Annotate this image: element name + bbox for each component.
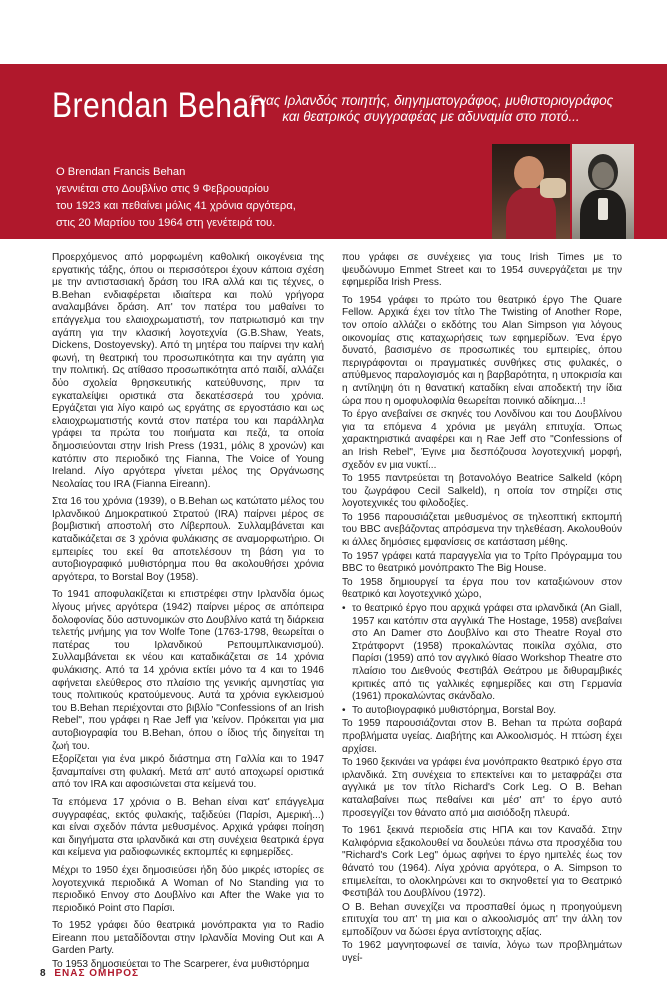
paragraph: Το 1957 γράφει κατά παραγγελία για το Τρίτο Πρόγραμμα του BBC το θεατρικό μονόπρακτο The Big House.: [342, 550, 622, 575]
paragraph: Το 1952 γράφει δύο θεατρικά μονόπρακτα για το Radio Eireann που μεταδίδονται στην Ιρλανδία Moving Out και A Garden Party.: [52, 920, 324, 957]
paragraph: Το 1959 παρουσιάζονται στον B. Behan τα πρώτα σοβαρά προβλήματα υγείας. Διαβήτης και Αλκοολισμός. Η πτώση έχει αρχίσει.: [342, 718, 622, 755]
article-subtitle: [236, 93, 626, 125]
behan-photo-bw: [572, 144, 634, 239]
paragraph: Το 1958 δημιουργεί τα έργα που τον καταξιώνουν στον θεατρικό και λογοτεχνικό χώρο,: [342, 576, 622, 601]
bio-line: του 1923 και πεθαίνει μόλις 41 χρόνια αργότερα,: [56, 200, 296, 212]
behan-photo-color: [492, 144, 570, 239]
paragraph: Το 1960 ξεκινάει να γράφει ένα μονόπρακτο θεατρικό έργο στα ιρλανδικά. Στη συνέχεια το επεκτείνει και το μεταφράζει στα αγγλικά με τον τίτλο Richard's Cork Leg. Ο B. Behan καταλαβαίνει πως πεθαίνει και μέσ' απ' το έργο αυτό προσεγγίζει τον θάνατο από μια αισιόδοξη πλευρά.: [342, 757, 622, 819]
paragraph: που γράφει σε συνέχειες για τους Irish Times με το ψευδώνυμο Emmet Street και το 1954 συνεργάζεται με την εφημερίδα Irish Press.: [342, 252, 622, 289]
paragraph: Το 1941 αποφυλακίζεται κι επιστρέφει στην Ιρλανδία όμως λίγους μήνες αργότερα (1942) παίρνει μέρος σε απόπειρα δολοφονίας δύο αστυνομικών στο Δουβλίνο κατά τη διάρκεια τελετής μνήμης για τον Wolfe Tone (1763-1798, θεωρείται ο πατέρας του Ιρλανδικού Ρεπουμπλικανισμού). Συλλαμβάνεται εκ νέου και καταδικάζεται σε 14 χρόνια φυλάκισης. Από τα 14 χρόνια εκτίει μόνο τα 4 και το 1946 αφήνεται ελεύθερος στο πλαίσιο της γενικής αμνηστίας για τους πολιτικούς κρατούμενους. Αυτά τα χρόνια εγκλεισμού του B.Behan περιέχονται στο βιβλίο "Confessions of an Irish Rebel", που γράφει η Rae Jeff για 'κείνον. Πρόκειται για μια αυτοβιογραφία του B.Behan, όπου ο ίδιος τής διηγείται τη ζωή του.: [52, 589, 324, 752]
bio-line: γεννιέται στο Δουβλίνο στις 9 Φεβρουαρίου: [56, 183, 270, 195]
paragraph: Προερχόμενος από μορφωμένη καθολική οικογένεια της εργατικής τάξης, όπου οι περισσότεροι έχουν κάποια σχέση με την αντιστασιακή δράση του IRA αλλά και τις τέχνες, ο B.Behan ενδιαφέρεται ιδιαίτερα και πολύ γρήγορα αναλαμβάνει δράση. Απ' τον πατέρα του μαθαίνει το επάγγελμα του ελαιοχρωματιστή, τον πατριωτισμό και την αγάπη για την κλασική λογοτεχνία (G.B.Shaw, Yeats, Dickens, Dostoyevsky). Από τη μητέρα του παίρνει την καλή φωνή, τη θεατρική του προσωπικότητα και την αγάπη για την πολιτική. Ως ατίθασο προσωπικότητα από παιδί, αλλάζει δύο σχολεία θρησκευτικής κατεύθυνσης, πριν τα εγκαταλείψει οριστικά στα δεκατέσσερά του χρόνια. Εργάζεται για λίγο καιρό ως εργάτης σε εργοστάσιο και ως ελαιοχρωματιστής κοντά στον πατέρα του και παράλληλα γράφει τα πρώτα του ποιήματα και πεζά, τα οποία δημοσιεύονται στην Irish Press (1931, μόλις 8 χρονών) και κατόπιν στο περιοδικό της Fianna, The Voice of Young Ireland. Λίγο αργότερα γίνεται μέλος της Οργάνωσης Νεολαίας του IRA (Fianna Eireann).: [52, 252, 324, 490]
magazine-name: ΕΝΑΣ ΟΜΗΡΟΣ: [54, 968, 140, 979]
paragraph: Το 1955 παντρεύεται τη βοτανολόγο Beatrice Salkeld (κόρη του ζωγράφου Cecil Salkeld), η οποία τον στηρίζει στις λογοτεχνικές του φιλοδοξίες.: [342, 473, 622, 510]
bullet-item: • το θεατρικό έργο που αρχικά γράφει στα ιρλανδικά (An Giall, 1957 και κατόπιν στα αγγλικά The Hostage, 1958) ανεβαίνει στο An Damer στο Δουβλίνο και στο Theatre Royal στο Στράτφορντ (1958) προκαλώντας ποικίλα σχόλια, στο Παρίσι (1959) από τον αγγλικό θίασο Workshop Theatre στο πλαίσιο του Διεθνούς Φεστιβάλ Θεάτρου με διθυραμβικές κριτικές από τις γαλλικές εφημερίδες και στη Γερμανία (1961) προκαλώντας σκάνδαλο.: [342, 603, 622, 704]
paragraph: Το έργο ανεβαίνει σε σκηνές του Λονδίνου και του Δουβλίνου για τα επόμενα 4 χρόνια με μεγάλη επιτυχία. Όπως χαρακτηριστικά αναφέρει και η Rae Jeff στο "Confessions of an Irish Rebel", Έγινε μια δεσπόζουσα λογοτεχνική μορφή, σχεδόν εν μια νυκτί...: [342, 409, 622, 471]
article-title: Brendan Behan: [52, 86, 267, 125]
paragraph: Στα 16 του χρόνια (1939), ο B.Behan ως κατώτατο μέλος του Ιρλανδικού Δημοκρατικού Στρατού (IRA) παίρνει μέρος σε βομβιστική αποστολή στο Λίβερπουλ. Συλλαμβάνεται και καταδικάζεται σε 3 χρόνια φυλάκισης σε αναμορφωτήριο. Οι εμπειρίες του εκεί θα αποτελέσουν τη βάση για το αυτοβιογραφικό μυθιστόρημα που θα ακολουθήσει χρόνια αργότερα, το Borstal Boy (1958).: [52, 496, 324, 583]
page-footer: [40, 968, 139, 979]
paragraph: Εξορίζεται για ένα μικρό διάστημα στη Γαλλία και το 1947 ξαναμπαίνει στη φυλακή. Μετά απ' αυτό αποχωρεί οριστικά από τον IRA και αφοσιώνεται στα κείμενά του.: [52, 754, 324, 791]
paragraph: Τα επόμενα 17 χρόνια ο B. Behan είναι κατ' επάγγελμα συγγραφέας, εκτός φυλακής, ταξιδεύει (Παρίσι, Αμερική...) και είναι σχεδόν πάντα μεθυσμένος. Αρχικά γράφει ποίηση και διηγήματα στα ιρλανδικά και στη συνέχεια θεατρικά έργα και κείμενα για ραδιοφωνικές εκπομπές κι εφημερίδες.: [52, 796, 324, 859]
bio-line: στις 20 Μαρτίου του 1964 στη γενέτειρά του.: [56, 217, 276, 229]
page-number: 8: [40, 968, 46, 979]
paragraph: Το 1962 μαγνητοφωνεί σε ταινία, λόγω των προβλημάτων υγεί-: [342, 940, 622, 965]
paragraph: Το 1956 παρουσιάζεται μεθυσμένος σε τηλεοπτική εκπομπή του BBC ανεβάζοντας απρόσμενα την τηλεθέαση. Ακολουθούν κι άλλες δημόσιες εμφανίσεις σε κατάσταση μέθης.: [342, 511, 622, 549]
paragraph: Μέχρι το 1950 έχει δημοσιεύσει ήδη δύο μικρές ιστορίες σε λογοτεχνικά περιοδικά A Woman of No Standing για το περιοδικό Envoy στο Δουβλίνο και After the Wake για το περιοδικό Point στο Παρίσι.: [52, 864, 324, 914]
paragraph: Το 1961 ξεκινά περιοδεία στις ΗΠΑ και τον Καναδά. Στην Καλιφόρνια εξακολουθεί να δουλεύει πάνω στα προσχέδια του "Richard's Cork Leg" όμως αφήνει το έργο ημιτελές έως τον θάνατό του (1964). Λίγα χρόνια αργότερα, ο A. Simpson το επιμελείται, το ολοκληρώνει και το σκηνοθετεί για το Θεατρικό Φεστιβάλ του Δουβλίνου (1972).: [342, 825, 622, 900]
bullet-item: • Το αυτοβιογραφικό μυθιστόρημα, Borstal Boy.: [342, 705, 622, 718]
subtitle-line-1: Ένας Ιρλανδός ποιητής, διηγηματογράφος, μυθιστοριογράφος: [248, 93, 614, 108]
right-column: [342, 252, 622, 967]
left-column: [52, 252, 324, 973]
paragraph: Το 1954 γράφει το πρώτο του θεατρικό έργο The Quare Fellow. Αρχικά έχει τον τίτλο The Twisting of Another Rope, τον οποίο αλλάζει ο εκδότης του Alan Simpson για λόγους οικονομίας στις καταχωρήσεις των εφημερίδων. Ένα έργο δυνατό, βασισμένο σε προσωπικές του εμπειρίες, όπου περιγράφονται οι πραγματικές συνθήκες στις φυλακές, ο απύθμενος παραλογισμός και η βαρβαρότητα, η υποκρισία και η αντίληψη ότι η θανατική καταδίκη είναι αποδεκτή την ίδια ώρα που η ομοφυλοφιλία θεωρείται ποινικό αδίκημα...!: [342, 294, 622, 407]
subtitle-line-2: και θεατρικός συγγραφέας με αδυναμία στο ποτό...: [282, 109, 580, 124]
bio-intro: [56, 164, 296, 232]
paragraph: Το 1953 δημοσιεύεται το The Scarperer, ένα μυθιστόρημα: [52, 959, 310, 971]
paragraph: Ο B. Behan συνεχίζει να προσπαθεί όμως η προηγούμενη επιτυχία του απ' τη μια και ο αλκοολισμός απ' την άλλη τον εμποδίζουν να δώσει έργα αντίστοιχης αξίας.: [342, 901, 622, 938]
bio-line: Ο Brendan Francis Behan: [56, 166, 186, 178]
